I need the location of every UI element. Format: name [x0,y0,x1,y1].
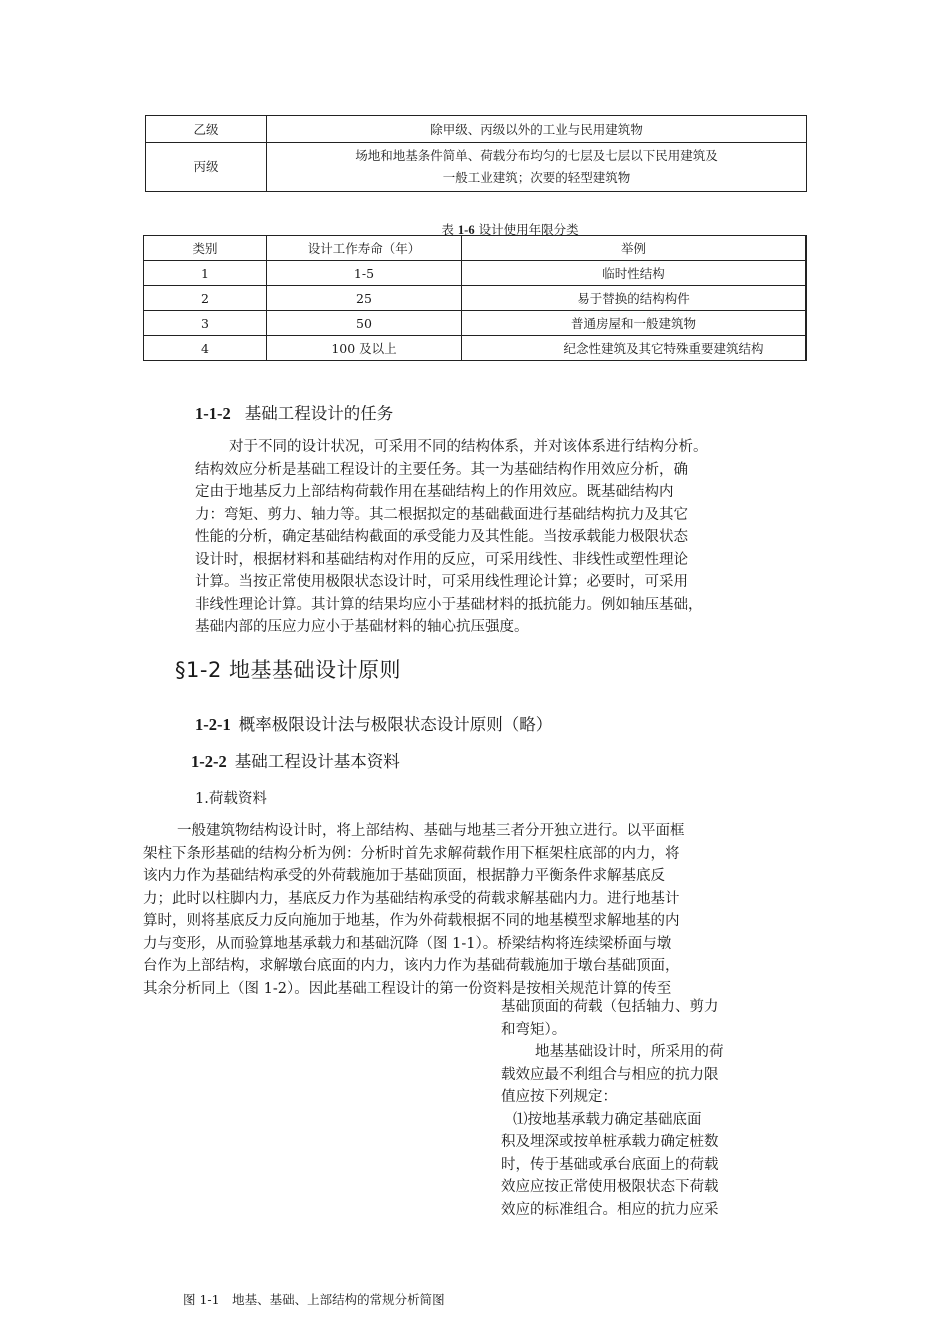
desc-line: 场地和地基条件简单、荷载分布均匀的七层及七层以下民用建筑及 [355,148,718,163]
text-line: 定由于地基反力上部结构荷载作用在基础结构上的作用效应。既基础结构内 [195,484,674,500]
text-line: 基础内部的压应力应小于基础材料的轴心抗压强度。 [195,619,529,635]
text-line: 载效应最不利组合与相应的抗力限 [501,1066,719,1083]
section-heading-1-2-1 [195,711,552,735]
text-line: 该内力作为基础结构承受的外荷载施加于基础顶面，根据静力平衡条件求解基底反 [143,868,665,884]
text-line: 基础顶面的荷载（包括轴力、剪力 [501,999,719,1015]
text-line: 计算。当按正常使用极限状态设计时，可采用线性理论计算；必要时，可采用 [195,574,688,590]
text-line: 架柱下条形基础的结构分析为例：分析时首先求解荷载作用下框架柱底部的内力，将 [143,845,680,862]
text-line: 值应按下列规定： [501,1089,617,1105]
table-cell: 1 [144,261,267,286]
load-data-paragraph [143,820,757,1000]
text-line: 力与变形，从而验算地基承载力和基础沉降（图 1-1）。桥梁结构将连续梁桥面与墩 [143,935,672,952]
desc-line: 除甲级、丙级以外的工业与民用建筑物 [430,122,643,137]
table-cell: 4 [144,336,267,361]
text-line: 力：弯矩、剪力、轴力等。其二根据拟定的基础截面进行基础结构抗力及其它 [195,506,688,523]
desc-line: 一般工业建筑；次要的轻型建筑物 [442,170,631,185]
table-cell: 1-5 [267,261,462,286]
table-row [146,116,807,143]
text-line: 算时，则将基底反力反向施加于地基，作为外荷载根据不同的地基模型求解地基的内 [143,913,680,929]
section-title: 概率极限设计法与极限状态设计原则（略） [238,715,553,734]
table-cell: 3 [144,311,267,336]
text-line: 力；此时以柱脚内力，基底反力作为基础结构承受的荷载求解基础内力。进行地基计 [143,890,680,907]
figure-caption: 图 1-1 地基、基础、上部结构的常规分析简图 [183,1292,445,1307]
section-number: 1-2-1 [195,715,231,734]
table-cell: 25 [267,286,462,311]
text-line: 其余分析同上（图 1-2）。因此基础工程设计的第一份资料是按相关规范计算的传至 [143,980,672,997]
grade-cell: 乙级 [146,116,267,143]
section-number: 1-1-2 [195,404,231,423]
table-header-row [144,236,807,261]
table-cell: 易于替换的结构构件 [462,286,807,311]
building-grade-table [145,115,807,192]
design-life-table [143,235,807,361]
section-heading-1-2-2 [191,748,400,772]
section-1-1-2-paragraph [195,436,757,639]
table-cell: 2 [144,286,267,311]
table-cell: 纪念性建筑及其它特殊重要建筑结构 [462,336,807,361]
text-line: 时，传于基础或承台底面上的荷载 [501,1156,719,1173]
column-header: 举例 [462,236,807,261]
grade-desc-cell [267,116,807,143]
section-title: 基础工程设计的任务 [244,404,394,423]
sub-heading: 1.荷载资料 [195,791,267,807]
section-heading-1-1-2 [195,400,393,424]
text-line: 地基基础设计时，所采用的荷 [535,1044,724,1060]
table-row [144,336,807,361]
column-header: 类别 [144,236,267,261]
caption-prefix: 表 [441,222,454,237]
column-header: 设计工作寿命（年） [267,236,462,261]
table-cell: 50 [267,311,462,336]
table-row [146,143,807,192]
text-line: 非线性理论计算。其计算的结果均应小于基础材料的抵抗能力。例如轴压基础， [195,596,703,613]
table-row [144,286,807,311]
table-cell: 普通房屋和一般建筑物 [462,311,807,336]
text-line: 性能的分析，确定基础结构截面的承受能力及其性能。当按承载能力极限状态 [195,529,688,545]
text-line: 设计时，根据材料和基础结构对作用的反应，可采用线性、非线性或塑性理论 [195,551,688,568]
grade-cell: 丙级 [146,143,267,192]
section-number: 1-2-2 [191,752,227,771]
table-cell: 100 及以上 [267,336,462,361]
grade-desc-cell [267,143,807,192]
text-line: 一般建筑物结构设计时，将上部结构、基础与地基三者分开独立进行。以平面框 [177,823,685,839]
caption-text: 设计使用年限分类 [478,222,579,237]
right-column-text [501,996,757,1221]
text-line: 积及埋深或按单桩承载力确定桩数 [501,1134,719,1150]
section-title: 基础工程设计基本资料 [234,752,400,771]
text-line: 效应的标准组合。相应的抗力应采 [501,1201,719,1218]
text-line: 对于不同的设计状况，可采用不同的结构体系，并对该体系进行结构分析。 [229,439,708,455]
table-row [144,311,807,336]
section-heading-1-2: §1-2 地基基础设计原则 [175,658,401,682]
text-line: ⑴按地基承载力确定基础底面 [513,1111,702,1128]
table-cell: 临时性结构 [462,261,807,286]
text-line: 效应应按正常使用极限状态下荷载 [501,1179,719,1195]
caption-number: 1-6 [457,223,475,237]
text-line: 台作为上部结构，求解墩台底面的内力，该内力作为基础荷载施加于墩台基础顶面， [143,958,680,974]
table-row [144,261,807,286]
text-line: 和弯矩）。 [501,1021,567,1038]
text-line: 结构效应分析是基础工程设计的主要任务。其一为基础结构作用效应分析，确 [195,461,688,478]
